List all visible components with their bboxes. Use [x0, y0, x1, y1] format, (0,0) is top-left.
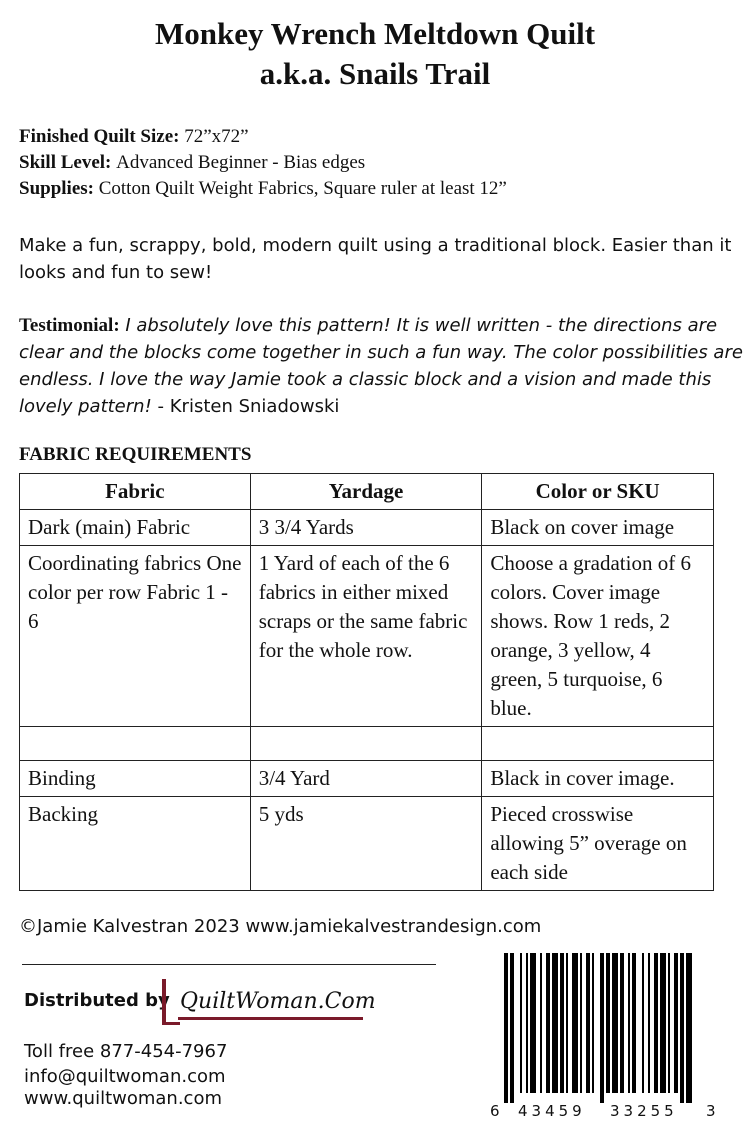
table-row: [20, 727, 714, 761]
barcode-bar: [520, 953, 522, 1093]
logo-swoosh: [178, 1017, 363, 1020]
barcode-bar: [560, 953, 564, 1093]
divider: [22, 964, 436, 965]
title-line-1: Monkey Wrench Meltdown Quilt: [154, 16, 596, 51]
barcode-bar: [620, 953, 624, 1093]
supplies-line: [19, 176, 507, 202]
table-cell: Backing: [20, 797, 251, 891]
column-header: Fabric: [20, 474, 251, 510]
barcode-bar: [592, 953, 594, 1093]
barcode-bar: [540, 953, 542, 1093]
skill-line: [19, 150, 507, 176]
barcode-bar: [674, 953, 678, 1093]
table-cell: Binding: [20, 761, 251, 797]
phone-line: Toll free 877-454-7967: [24, 1041, 228, 1062]
testimonial: [19, 312, 744, 420]
barcode-bar: [530, 953, 536, 1093]
table-cell: Pieced crosswise allowing 5” overage on each side: [482, 797, 714, 891]
table-row: [20, 797, 714, 891]
barcode-bar: [572, 953, 578, 1093]
barcode-bar: [600, 953, 604, 1103]
testimonial-author: - Kristen Sniadowski: [151, 396, 340, 417]
barcode-bar: [580, 953, 582, 1093]
testimonial-quote: I absolutely love this pattern! It is well written - the directions are clear and the blocks come together in such a fun way. The color possibilities are endless. I love the way Jamie took a classic block and a vision and made this lovely pattern!: [19, 315, 743, 417]
table-cell: Black on cover image: [482, 510, 714, 546]
column-header: Color or SKU: [482, 474, 714, 510]
supplies-label: Supplies:: [19, 178, 94, 199]
table-cell: Black in cover image.: [482, 761, 714, 797]
web-line: www.quiltwoman.com: [24, 1088, 222, 1109]
table-row: [20, 546, 714, 727]
quiltwoman-logo: [160, 977, 376, 1029]
intro-paragraph: Make a fun, scrappy, bold, modern quilt using a traditional block. Easier than it looks and fun to sew!: [19, 235, 732, 283]
table-row: [20, 761, 714, 797]
barcode-bar: [632, 953, 636, 1093]
barcode-group-2: 33255: [610, 1102, 678, 1120]
barcode-bar: [648, 953, 650, 1093]
table-cell: [250, 727, 482, 761]
barcode-bar: [680, 953, 684, 1103]
size-value: 72”x72”: [184, 126, 249, 147]
barcode-bar: [642, 953, 644, 1093]
barcode-bar: [586, 953, 590, 1093]
column-header: Yardage: [250, 474, 482, 510]
table-cell: 1 Yard of each of the 6 fabrics in either mixed scraps or the same fabric for the whole row.: [250, 546, 482, 727]
barcode: [490, 953, 715, 1123]
requirements-heading: FABRIC REQUIREMENTS: [19, 444, 252, 465]
barcode-bar: [668, 953, 670, 1093]
barcode-bar: [660, 953, 666, 1093]
barcode-bar: [566, 953, 568, 1093]
size-line: [19, 124, 507, 150]
pattern-meta: [19, 124, 507, 202]
table-cell: 5 yds: [250, 797, 482, 891]
table-cell: Choose a gradation of 6 colors. Cover image shows. Row 1 reds, 2 orange, 3 yellow, 4 green, 5 turquoise, 6 blue.: [482, 546, 714, 727]
skill-label: Skill Level:: [19, 152, 112, 173]
barcode-bar: [526, 953, 528, 1093]
barcode-bar: [606, 953, 610, 1093]
table-cell: [482, 727, 714, 761]
barcode-digit-left: 6: [490, 1102, 500, 1120]
fabric-requirements-table: [19, 473, 714, 891]
logo-text: QuiltWoman.Com: [180, 989, 376, 1014]
barcode-bar: [552, 953, 558, 1093]
supplies-value: Cotton Quilt Weight Fabrics, Square ruler at least 12”: [98, 178, 507, 199]
title-line-2: a.k.a. Snails Trail: [259, 56, 491, 91]
barcode-bar: [546, 953, 550, 1093]
table-cell: 3 3/4 Yards: [250, 510, 482, 546]
barcode-bar: [612, 953, 618, 1093]
distributed-by-label: Distributed by: [24, 990, 170, 1011]
email-line: info@quiltwoman.com: [24, 1066, 226, 1087]
barcode-bar: [628, 953, 630, 1093]
barcode-digit-right: 3: [706, 1102, 716, 1120]
barcode-bar: [686, 953, 692, 1103]
barcode-bars: [490, 953, 715, 1103]
testimonial-label: Testimonial:: [19, 315, 120, 336]
copyright-line: ©Jamie Kalvestran 2023 www.jamiekalvestrandesign.com: [19, 916, 542, 937]
barcode-group-1: 43459: [518, 1102, 586, 1120]
table-cell: 3/4 Yard: [250, 761, 482, 797]
table-cell: [20, 727, 251, 761]
table-cell: Dark (main) Fabric: [20, 510, 251, 546]
table-row: [20, 510, 714, 546]
skill-value: Advanced Beginner - Bias edges: [116, 152, 366, 173]
table-cell: Coordinating fabrics One color per row Fabric 1 - 6: [20, 546, 251, 727]
barcode-bar: [654, 953, 658, 1093]
barcode-bar: [504, 953, 508, 1103]
size-label: Finished Quilt Size:: [19, 126, 180, 147]
barcode-bar: [510, 953, 514, 1103]
table-header-row: [20, 474, 714, 510]
